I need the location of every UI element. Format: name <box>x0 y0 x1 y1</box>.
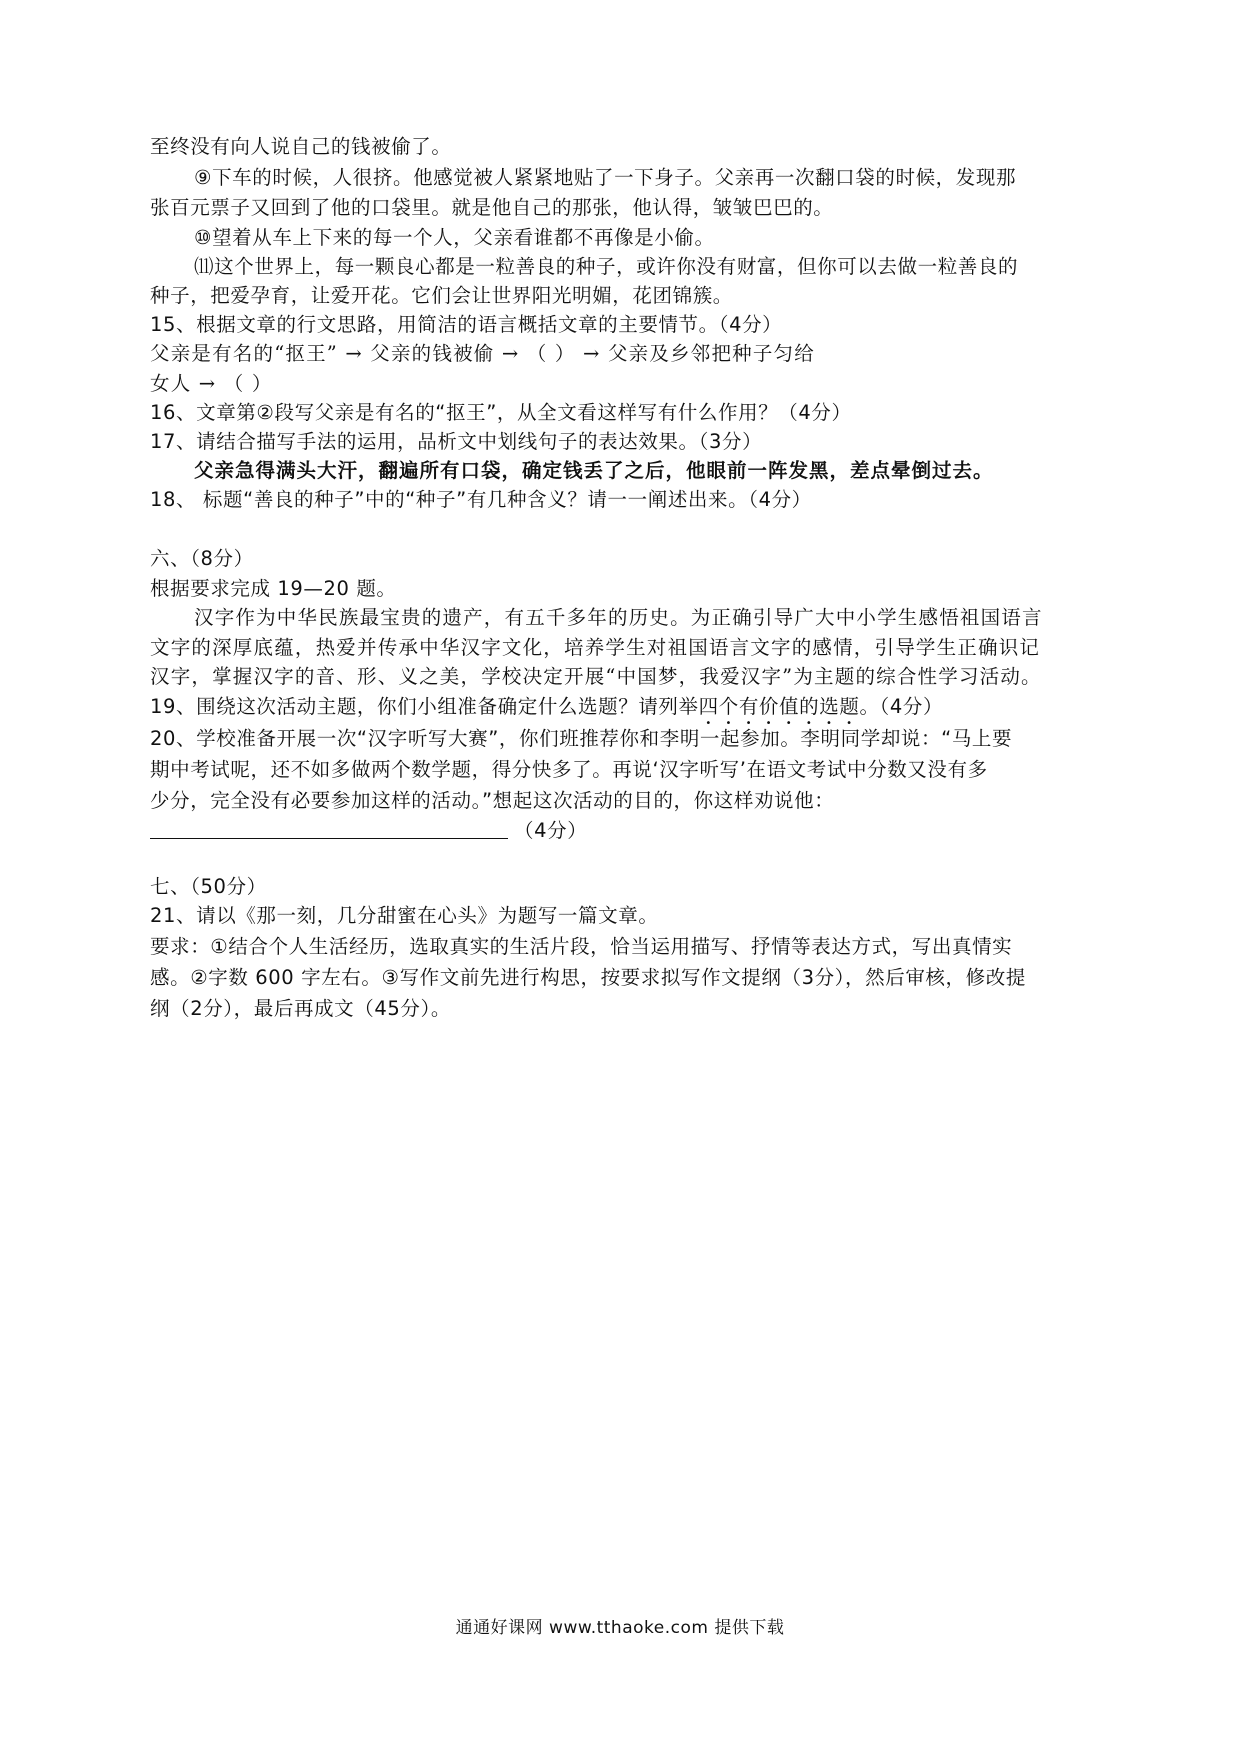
question-20: 期中考试呢，还不如多做两个数学题，得分快多了。再说‘汉字听写’在语文考试中分数又没有多 <box>150 758 988 781</box>
passage-line: 种子，把爱孕育，让爱开花。它们会让世界阳光明媚，花团锦簇。 <box>150 284 733 307</box>
question-15: 15、根据文章的行文思路，用简洁的语言概括文章的主要情节。（4分） <box>150 313 783 336</box>
question-18: 18、 标题“善良的种子”中的“种子”有几种含义？请一一阐述出来。（4分） <box>150 488 812 511</box>
underlined-sentence: 父亲急得满头大汗，翻遍所有口袋，确定钱丢了之后，他眼前一阵发黑，差点晕倒过去。 <box>194 459 994 482</box>
essay-requirements: 纲（2分），最后再成文（45分）。 <box>150 997 451 1020</box>
question-19-emphasis: 四个有价值的选题 <box>698 695 860 718</box>
essay-requirements: 要求：①结合个人生活经历，选取真实的生活片段，恰当运用描写、抒情等表达方式，写出真情实 <box>150 935 1013 958</box>
question-15-plot-chain-end: 女人 → （ ） <box>150 372 273 395</box>
material-paragraph: 汉字作为中华民族最宝贵的遗产，有五千多年的历史。为正确引导广大中小学生感悟祖国语言 <box>194 606 1043 629</box>
section-7-heading: 七、（50分） <box>150 875 267 898</box>
answer-blank <box>150 816 508 839</box>
question-20: 20、学校准备开展一次“汉字听写大赛”，你们班推荐你和李明一起参加。李明同学却说：“马上要 <box>150 727 1013 750</box>
passage-line: 张百元票子又回到了他的口袋里。就是他自己的那张，他认得，皱皱巴巴的。 <box>150 196 834 219</box>
passage-paragraph-11: ⑾这个世界上，每一颗良心都是一粒善良的种子，或许你没有财富，但你可以去做一粒善良的 <box>194 255 1019 278</box>
question-19-score: 。（4分） <box>859 695 944 718</box>
question-16: 16、文章第②段写父亲是有名的“抠王”，从全文看这样写有什么作用？（4分） <box>150 401 852 424</box>
section-6-heading: 六、（8分） <box>150 547 254 570</box>
question-20-answer-line <box>150 815 1100 847</box>
footer-watermark: 通通好课网 www.tthaoke.com 提供下载 <box>455 1618 785 1638</box>
passage-paragraph-10: ⑩望着从车上下来的每一个人，父亲看谁都不再像是小偷。 <box>194 226 715 249</box>
question-20: 少分，完全没有必要参加这样的活动。”想起这次活动的目的，你这样劝说他： <box>150 789 835 812</box>
question-15-plot-chain: 父亲是有名的“抠王” → 父亲的钱被偷 → （ ） → 父亲及乡邻把种子匀给 <box>150 342 815 365</box>
material-paragraph: 文字的深厚底蕴，热爱并传承中华汉字文化，培养学生对祖国语言文字的感情，引导学生正确识记 <box>150 636 1041 659</box>
essay-requirements: 感。②字数 600 字左右。③写作文前先进行构思，按要求拟写作文提纲（3分），然后审核，修改提 <box>150 966 1026 989</box>
question-19-text: 19、围绕这次活动主题，你们小组准备确定什么选题？请列举 <box>150 695 699 718</box>
question-21: 21、请以《那一刻，几分甜蜜在心头》为题写一篇文章。 <box>150 904 659 927</box>
passage-line: 至终没有向人说自己的钱被偷了。 <box>150 135 452 158</box>
section-6-instruction: 根据要求完成 19—20 题。 <box>150 577 397 600</box>
passage-paragraph-9: ⑨下车的时候，人很挤。他感觉被人紧紧地贴了一下身子。父亲再一次翻口袋的时候，发现那 <box>194 166 1017 189</box>
question-17: 17、请结合描写手法的运用，品析文中划线句子的表达效果。（3分） <box>150 430 763 453</box>
material-paragraph: 汉字，掌握汉字的音、形、义之美，学校决定开展“中国梦，我爱汉字”为主题的综合性学习活动。 <box>150 665 1042 688</box>
question-20-score: （4分） <box>514 819 588 842</box>
